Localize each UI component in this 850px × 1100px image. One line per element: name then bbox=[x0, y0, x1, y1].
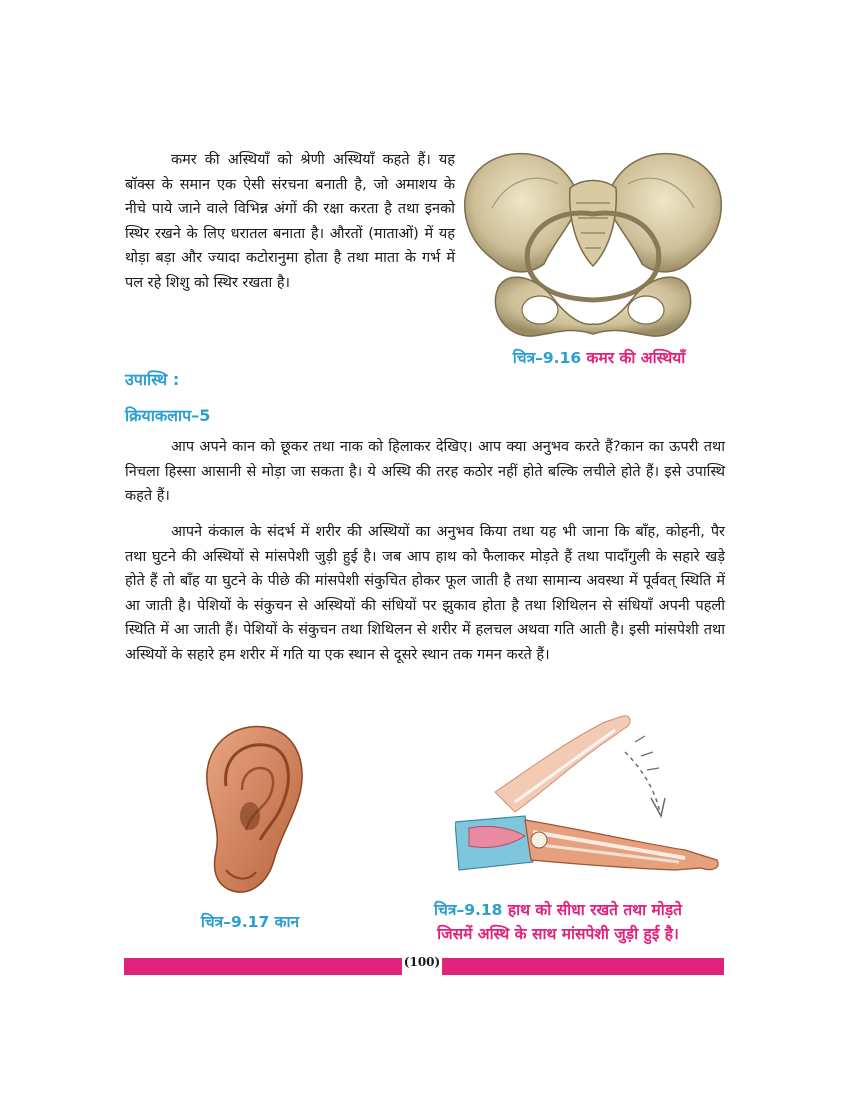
muscle-paragraph: आपने कंकाल के संदर्भ में शरीर की अस्थियों का अनुभव किया तथा यह भी जाना कि बाँह, कोहनी, पैर तथा घुटने की अस्थियों से मांसपेशी जुड़ी हुई है। जब आप हाथ को फैलाकर मोड़ते हैं तथा पादाँगुली के सहारे खड़े होते हैं तो बाँह या घुटने के पीछे की मांसपेशी संकुचित होकर फूल जाती है तथा सामान्य अवस्था में पूर्ववत् स्थिति में आ जाती है। पेशियों के संकुचन से अस्थियों की संधियों पर झुकाव होता है तथा शिथिलन से संधियाँ अपनी पहली स्थिति में आ जाती हैं। पेशियों के संकुचन तथा शिथिलन से शरीर में हलचल अथवा गति आती है। इसी मांसपेशी तथा अस्थियों के सहारे हम शरीर में गति या एक स्थान से दूसरे स्थान तक गमन करते हैं। bbox=[125, 524, 725, 663]
caption-number: चित्र–9.16 bbox=[512, 349, 582, 367]
caption-title-line2: जिसमें अस्थि के साथ मांसपेशी जुड़ी हुई है। bbox=[437, 925, 679, 943]
activity-heading: क्रियाकलाप–5 bbox=[125, 406, 211, 425]
figure-9-18-caption bbox=[388, 898, 728, 946]
caption-number: चित्र–9.17 bbox=[200, 913, 270, 931]
figure-9-16-caption bbox=[468, 346, 730, 370]
caption-title: कान bbox=[274, 913, 300, 931]
arm-muscle-icon bbox=[455, 712, 725, 887]
upasthi-heading: उपास्थि : bbox=[125, 370, 180, 389]
footer-bar-right bbox=[442, 958, 724, 975]
ear-icon bbox=[190, 720, 310, 900]
intro-paragraph: कमर की अस्थियाँ को श्रेणी अस्थियाँ कहते हैं। यह बॉक्स के समान एक ऐसी संरचना बनाती है, जो अमाशय के नीचे पाये जाने वाले विभिन्न अंगों की रक्षा करता है तथा इनको स्थिर रखने के लिए धरातल बनाता है। औरतों (माताओं) में यह थोड़ा बड़ा और ज्यादा कटोरानुमा होता है तथा माता के गर्भ में पल रहे शिशु को स्थिर रखता है। bbox=[125, 152, 455, 291]
footer-bar-left bbox=[124, 958, 402, 975]
caption-number: चित्र–9.18 bbox=[434, 901, 503, 919]
figure-9-17-caption bbox=[170, 910, 330, 934]
activity-paragraph: आप अपने कान को छूकर तथा नाक को हिलाकर देखिए। आप क्या अनुभव करते हैं?कान का ऊपरी तथा निचला हिस्सा आसानी से मोड़ा जा सकता है। ये अस्थि की तरह कठोर नहीं होते बल्कि लचीले होते हैं। इसे उपास्थि कहते हैं। bbox=[125, 439, 725, 504]
page-number: (100) bbox=[403, 955, 441, 969]
caption-title-line1: हाथ को सीधा रखते तथा मोड़ते bbox=[507, 901, 682, 919]
pelvis-icon bbox=[458, 148, 728, 343]
caption-title: कमर की अस्थियाँ bbox=[586, 349, 686, 367]
